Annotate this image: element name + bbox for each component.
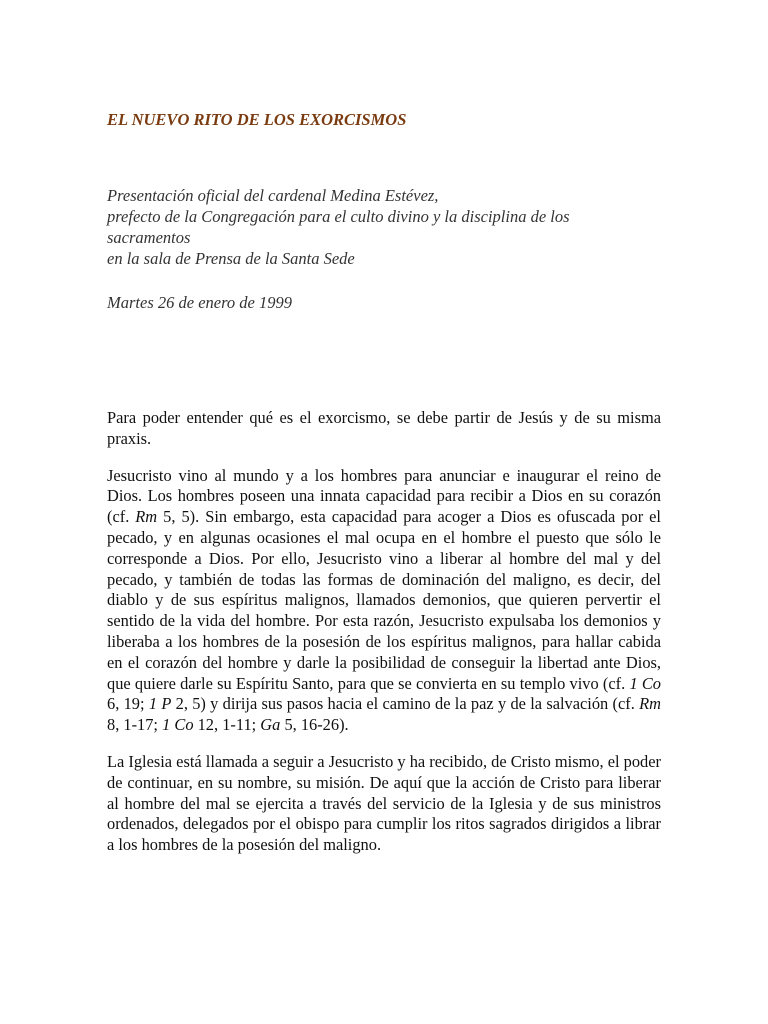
- paragraph-text: Jesucristo vino al mundo y a los hombres para anunciar e inaugurar el reino de Dios. Los hombres poseen una innata capacidad para recibir a Dios en su corazón (cf.: [107, 465, 661, 527]
- intro-line: Presentación oficial del cardenal Medina Estévez,: [107, 186, 439, 205]
- citation-abbrev: Ga: [260, 715, 281, 735]
- paragraph-text: La Iglesia está llamada a seguir a Jesucristo y ha recibido, de Cristo mismo, el poder de continuar, en su nombre, su misión. De aquí que la acción de Cristo para liberar al hombre del mal se ejercita a través del servicio de la Iglesia y de sus ministros ordenados, delegados por el obispo para cumplir los ritos sagrados dirigidos a librar a los hombres de la posesión del maligno.: [107, 751, 661, 855]
- presentation-block: [107, 185, 661, 269]
- paragraph-text: 8, 1-17;: [107, 715, 163, 735]
- citation-abbrev: Rm: [639, 694, 661, 714]
- citation-abbrev: 1 P: [148, 694, 172, 714]
- paragraph-text: 12, 1-11;: [193, 715, 261, 735]
- intro-line: en la sala de Prensa de la Santa Sede: [107, 249, 355, 268]
- body-paragraph: [107, 466, 661, 736]
- paragraph-text: Para poder entender qué es el exorcismo, se debe partir de Jesús y de su misma praxis.: [107, 408, 661, 448]
- body-paragraph: [107, 408, 661, 450]
- paragraph-text: 5, 5). Sin embargo, esta capacidad para acoger a Dios es ofuscada por el pecado, y en algunas ocasiones el mal ocupa en el hombre el puesto que sólo le corresponde a Dios. Por ello, Jesucristo vino a liberar al hombre del mal y del pecado, y también de todas las formas de dominación del maligno, es decir, del diablo y de sus espíritus malignos, llamados demonios, que quieren pervertir el sentido de la vida del hombre. Por esta razón, Jesucristo expulsaba los demonios y liberaba a los hombres de la posesión de los espíritus malignos, para hallar cabida en el corazón del hombre y darle la posibilidad de conseguir la libertad ante Dios, que quiere darle su Espíritu Santo, para que se convierta en su templo vivo (cf.: [107, 507, 661, 693]
- paragraph-text: 6, 19;: [107, 694, 149, 714]
- document-date: Martes 26 de enero de 1999: [107, 293, 292, 312]
- document-title: EL NUEVO RITO DE LOS EXORCISMOS: [107, 110, 407, 129]
- paragraph-text: 5, 16-26).: [280, 715, 349, 735]
- body-paragraph: [107, 752, 661, 856]
- intro-line: sacramentos: [107, 228, 191, 247]
- paragraph-text: 2, 5) y dirija sus pasos hacia el camino de la paz y de la salvación (cf.: [171, 694, 640, 714]
- body-text: [107, 408, 661, 872]
- citation-abbrev: 1 Co: [162, 715, 194, 735]
- citation-abbrev: 1 Co: [629, 673, 662, 693]
- intro-line: prefecto de la Congregación para el culto divino y la disciplina de los: [107, 207, 570, 226]
- citation-abbrev: Rm: [135, 507, 158, 527]
